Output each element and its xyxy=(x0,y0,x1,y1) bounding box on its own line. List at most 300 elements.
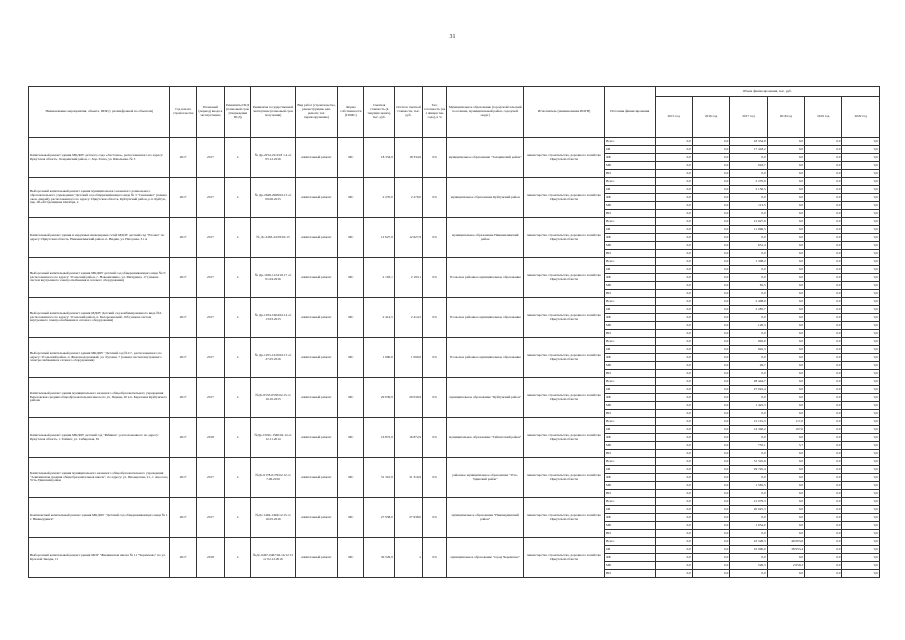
cell-amount: 0,0 xyxy=(655,258,692,266)
cell-remain: 12 627,9 xyxy=(394,218,422,258)
cell-remain: 29 039,9 xyxy=(394,378,422,418)
cell-amount: 0,0 xyxy=(842,434,880,442)
cell-amount: 0,0 xyxy=(805,298,842,306)
cell-amount: 0,0 xyxy=(842,330,880,338)
cell-amount: 0,0 xyxy=(805,266,842,274)
cell-cost: 2 414,5 xyxy=(364,298,394,338)
cell-amount: 0,0 xyxy=(767,322,804,330)
cell-work-type: капитальный ремонт xyxy=(295,218,337,258)
cell-amount: 0,0 xyxy=(692,138,729,146)
cell-amount: 0,0 xyxy=(655,162,692,170)
cell-amount: 0,0 xyxy=(692,402,729,410)
cell-source: ОБ xyxy=(604,426,655,434)
cell-remain: х xyxy=(394,538,422,578)
cell-source: МБ xyxy=(604,202,655,210)
cell-amount: 0,0 xyxy=(730,234,767,242)
cell-amount: 0,0 xyxy=(805,482,842,490)
cell-amount: 0,0 xyxy=(805,226,842,234)
table-body xyxy=(29,138,880,578)
cell-source: Всего xyxy=(604,178,655,186)
cell-readiness: 0% xyxy=(423,418,447,458)
cell-amount: 17 418,2 xyxy=(730,146,767,154)
cell-source: ФБ xyxy=(604,554,655,562)
cell-source: ОБ xyxy=(604,546,655,554)
cell-amount: 0,0 xyxy=(767,522,804,530)
cell-amount: 0,0 xyxy=(692,218,729,226)
cell-amount: 0,0 xyxy=(655,282,692,290)
cell-readiness: 0% xyxy=(423,258,447,298)
cell-amount: 0,0 xyxy=(842,266,880,274)
cell-amount: 0,0 xyxy=(692,154,729,162)
header-municipal: Муниципальное образование (городской/сельский поселение, муниципальный район, городской округ) xyxy=(447,87,524,138)
cell-amount: 0,0 xyxy=(655,514,692,522)
cell-amount: 0,0 xyxy=(767,570,804,578)
header-name: Наименование мероприятия, объекта, ПИР (с расшифровкой по объектам) xyxy=(29,87,170,138)
cell-amount: 0,0 xyxy=(730,530,767,538)
cell-amount: 0,0 xyxy=(842,506,880,514)
cell-amount: 11 996,5 xyxy=(730,226,767,234)
cell-amount: 0,0 xyxy=(842,178,880,186)
cell-amount: 0,0 xyxy=(767,498,804,506)
cell-amount: 0,0 xyxy=(805,210,842,218)
cell-start: 2017 xyxy=(170,418,196,458)
cell-amount: 0,0 xyxy=(655,298,692,306)
cell-amount: 0,0 xyxy=(692,410,729,418)
cell-amount: 0,0 xyxy=(655,234,692,242)
cell-source: ОБ xyxy=(604,506,655,514)
cell-end: 2017 xyxy=(196,298,224,338)
cell-amount: 0,0 xyxy=(730,274,767,282)
cell-amount: 0,0 xyxy=(692,378,729,386)
cell-remain: 16 872,9 xyxy=(394,418,422,458)
cell-amount: 0,0 xyxy=(842,322,880,330)
cell-expert: № Др-2254-22/4/18 1.4 от 05.12.2016 xyxy=(251,138,295,178)
cell-end: 2017 xyxy=(196,138,224,178)
cell-executor: министерство строительства, дорожного хозяйства Иркутской области xyxy=(524,498,605,538)
cell-amount: 0,0 xyxy=(767,258,804,266)
cell-source: МБ xyxy=(604,322,655,330)
cell-source: МБ xyxy=(604,162,655,170)
cell-source: ОБ xyxy=(604,226,655,234)
cell-start: 2017 xyxy=(170,218,196,258)
cell-expert: №Дс-1494-1494/12.15 от 16.05.2016 xyxy=(251,498,295,538)
cell-amount: 0,0 xyxy=(692,346,729,354)
cell-source: ОБ xyxy=(604,266,655,274)
cell-amount: 0,0 xyxy=(842,514,880,522)
cell-amount: 0,0 xyxy=(805,242,842,250)
cell-amount: 0,0 xyxy=(805,234,842,242)
cell-end: 2018 xyxy=(196,418,224,458)
cell-amount: 0,0 xyxy=(655,354,692,362)
cell-amount: 0,0 xyxy=(842,346,880,354)
cell-end: 2018 xyxy=(196,538,224,578)
cell-source: Всего xyxy=(604,298,655,306)
cell-municipal: Усольское районное муниципальное образование xyxy=(447,338,524,378)
cell-amount: 0,0 xyxy=(655,458,692,466)
cell-amount: 0,0 xyxy=(692,450,729,458)
cell-amount: 0,0 xyxy=(655,146,692,154)
cell-amount: 0,0 xyxy=(842,466,880,474)
cell-amount: 0,0 xyxy=(767,450,804,458)
cell-executor: министерство строительства, дорожного хозяйства Иркутской области xyxy=(524,218,605,258)
cell-amount: 0,0 xyxy=(655,506,692,514)
cell-readiness: 0% xyxy=(423,378,447,418)
cell-start: 2017 xyxy=(170,498,196,538)
cell-amount: 0,0 xyxy=(842,250,880,258)
cell-amount: 0,0 xyxy=(692,274,729,282)
cell-executor: министерство строительства, дорожного хозяйства Иркутской области xyxy=(524,338,605,378)
cell-reqs: х xyxy=(225,178,251,218)
cell-amount: 0,0 xyxy=(767,194,804,202)
cell-amount: 0,0 xyxy=(655,322,692,330)
cell-work-type: капитальный ремонт xyxy=(295,178,337,218)
cell-amount: 0,0 xyxy=(805,258,842,266)
table-row xyxy=(29,418,880,426)
table-row xyxy=(29,138,880,146)
cell-amount: 0,0 xyxy=(767,290,804,298)
cell-name: Выборочный капитальный ремонт здания муниципального казенного дошкольного образовательного учреждения "Детский сад общеразвивающего вида № 3 "Снежинка" (замена окон, дверей), расположенного по адресу: Иркутская область, Куйтунский район, р.п. Куйтун, пер. 40-ей Годовщины Октября, 2 xyxy=(29,178,170,218)
cell-work-type: капитальный ремонт xyxy=(295,138,337,178)
cell-amount: 0,0 xyxy=(842,490,880,498)
cell-amount: 0,0 xyxy=(692,386,729,394)
cell-amount: 0,0 xyxy=(692,250,729,258)
cell-amount: 0,0 xyxy=(805,490,842,498)
cell-amount: 0,0 xyxy=(842,194,880,202)
cell-reqs: х xyxy=(225,138,251,178)
table-row xyxy=(29,338,880,346)
cell-amount: 0,0 xyxy=(805,402,842,410)
cell-source: МБ xyxy=(604,522,655,530)
cell-end: 2017 xyxy=(196,458,224,498)
cell-amount: 0,0 xyxy=(692,210,729,218)
cell-amount: 0,0 xyxy=(805,146,842,154)
cell-reqs: х xyxy=(225,338,251,378)
cell-amount: 0,0 xyxy=(805,322,842,330)
cell-readiness: 0% xyxy=(423,458,447,498)
cell-reqs: х xyxy=(225,378,251,418)
cell-amount: 0,0 xyxy=(730,514,767,522)
cell-amount: 0,0 xyxy=(655,394,692,402)
cell-amount: 0,0 xyxy=(842,538,880,546)
table-row xyxy=(29,458,880,466)
cell-amount: 0,0 xyxy=(842,338,880,346)
cell-amount: 0,0 xyxy=(655,442,692,450)
cell-amount: 0,0 xyxy=(655,338,692,346)
header-source: Источник финансирования xyxy=(604,87,655,138)
cell-expert: № Др-1034-1604/02.14 от 13.03.2015 xyxy=(251,298,295,338)
cell-source: МБ xyxy=(604,482,655,490)
cell-amount: 0,0 xyxy=(805,138,842,146)
header-form: Форма собственности (ГОМС) xyxy=(338,87,364,138)
header-year: 2019 год xyxy=(805,97,842,138)
cell-amount: 0,0 xyxy=(692,314,729,322)
cell-amount: 0,0 xyxy=(842,482,880,490)
cell-amount: 0,0 xyxy=(655,186,692,194)
cell-remain: 2 193,1 xyxy=(394,258,422,298)
cell-amount: 0,0 xyxy=(655,490,692,498)
cell-amount: 0,0 xyxy=(767,186,804,194)
cell-work-type: капитальный ремонт xyxy=(295,498,337,538)
cell-amount: 0,0 xyxy=(842,170,880,178)
cell-amount: 10 000,0 xyxy=(730,546,767,554)
cell-amount: 0,0 xyxy=(730,410,767,418)
cell-amount: 120,3 xyxy=(730,322,767,330)
cell-amount: 0,0 xyxy=(692,490,729,498)
cell-amount: 0,0 xyxy=(730,570,767,578)
cell-amount: 0,0 xyxy=(655,482,692,490)
cell-amount: 0,0 xyxy=(767,410,804,418)
cell-form: МС xyxy=(338,418,364,458)
cell-form: МС xyxy=(338,338,364,378)
cell-amount: 0,0 xyxy=(767,170,804,178)
cell-amount: 0,0 xyxy=(805,434,842,442)
cell-amount: 0,0 xyxy=(655,554,692,562)
cell-amount: 2 156,5 xyxy=(730,186,767,194)
cell-name: Капитальный ремонт здания и наружных инженерных сетей МДОУ детский сад "Елочка" по адресу: Иркутская область, Нижнеилимский район, п. Видим, ул. Нагорная, 31 А xyxy=(29,218,170,258)
cell-amount: 31 310,9 xyxy=(730,458,767,466)
cell-end: 2017 xyxy=(196,218,224,258)
cell-amount: 0,0 xyxy=(692,330,729,338)
cell-amount: 0,0 xyxy=(805,386,842,394)
cell-reqs: х xyxy=(225,218,251,258)
cell-amount: 0,0 xyxy=(842,290,880,298)
cell-amount: 0,0 xyxy=(655,410,692,418)
cell-amount: 0,0 xyxy=(692,442,729,450)
cell-amount: 0,0 xyxy=(805,370,842,378)
cell-end: 2017 xyxy=(196,178,224,218)
cell-amount: 526,3 xyxy=(730,562,767,570)
cell-amount: 0,0 xyxy=(842,242,880,250)
cell-amount: 27 022,4 xyxy=(730,386,767,394)
cell-amount: 0,0 xyxy=(692,426,729,434)
header-cost: Сметная стоимость (в текущих ценах), тыс. руб. xyxy=(364,87,394,138)
cell-name: Капитальный ремонт здания муниципального казенного общеобразовательного учреждения "Аляткинская средняя общеобразовательная школа", по адресу: ул. Пионерская, 21, с. Аносово, Усть-Удинский район xyxy=(29,458,170,498)
cell-amount: 0,0 xyxy=(767,482,804,490)
cell-source: ВИ xyxy=(604,490,655,498)
cell-start: 2017 xyxy=(170,458,196,498)
cell-amount: 0,0 xyxy=(805,186,842,194)
cell-amount: 0,0 xyxy=(767,402,804,410)
cell-amount: 15 101,3 xyxy=(730,418,767,426)
cell-source: МБ xyxy=(604,242,655,250)
cell-amount: 0,0 xyxy=(805,410,842,418)
cell-amount: 0,0 xyxy=(767,242,804,250)
cell-expert: № Др-1026-1124/16.17 от 01.04.2016 xyxy=(251,258,295,298)
cell-amount: 0,0 xyxy=(767,506,804,514)
cell-amount: 0,0 xyxy=(730,314,767,322)
cell-amount: 0,0 xyxy=(805,354,842,362)
cell-amount: 0,0 xyxy=(655,450,692,458)
cell-source: ФБ xyxy=(604,354,655,362)
cell-amount: 0,0 xyxy=(805,162,842,170)
cell-amount: 0,0 xyxy=(692,434,729,442)
cell-name: Капитальный ремонт здания муниципального казенного общеобразовательного учреждения Березовская средняя общеобразовательная школа по ул. Первая, 20 в п. Березовка Куйтунского района xyxy=(29,378,170,418)
cell-amount: 0,0 xyxy=(655,530,692,538)
cell-amount: 0,0 xyxy=(842,162,880,170)
cell-amount: 0,0 xyxy=(842,458,880,466)
cell-source: Всего xyxy=(604,258,655,266)
cell-amount: 10 528,3 xyxy=(730,538,767,546)
cell-amount: 0,0 xyxy=(805,562,842,570)
cell-source: ОБ xyxy=(604,306,655,314)
cell-amount: 0,0 xyxy=(730,250,767,258)
cell-expert: №Дс-0535-0550/02.15 от 16.10.2015 xyxy=(251,378,295,418)
cell-source: ОБ xyxy=(604,346,655,354)
cell-amount: 0,0 xyxy=(767,282,804,290)
cell-amount: 0,0 xyxy=(692,282,729,290)
cell-amount: 0,0 xyxy=(842,274,880,282)
cell-cost: 12 627,9 xyxy=(364,218,394,258)
cell-amount: 20 025,3 xyxy=(730,506,767,514)
cell-readiness: 0% xyxy=(423,178,447,218)
header-remain: Остаток сметной стоимости, тыс. руб. xyxy=(394,87,422,138)
cell-amount: 0,0 xyxy=(805,314,842,322)
cell-executor: министерство строительства, дорожного хозяйства Иркутской области xyxy=(524,298,605,338)
cell-amount: 0,0 xyxy=(655,242,692,250)
cell-amount: 0,0 xyxy=(767,266,804,274)
cell-source: ОБ xyxy=(604,146,655,154)
cell-amount: 0,0 xyxy=(692,162,729,170)
cell-amount: 65,5 xyxy=(730,282,767,290)
cell-amount: 1 565,5 xyxy=(730,482,767,490)
cell-amount: 0,0 xyxy=(655,194,692,202)
cell-amount: 0,0 xyxy=(655,538,692,546)
cell-amount: 107,0 xyxy=(767,426,804,434)
cell-source: ФБ xyxy=(604,154,655,162)
cell-amount: 0,0 xyxy=(692,506,729,514)
cell-amount: 0,0 xyxy=(730,210,767,218)
cell-amount: 0,0 xyxy=(805,450,842,458)
cell-amount: 0,0 xyxy=(805,498,842,506)
cell-amount: 0,0 xyxy=(655,218,692,226)
cell-amount: 0,0 xyxy=(692,474,729,482)
cell-amount: 0,0 xyxy=(655,290,692,298)
cell-source: ФБ xyxy=(604,474,655,482)
cell-amount: 0,0 xyxy=(655,202,692,210)
cell-reqs: х xyxy=(225,258,251,298)
cell-amount: 0,0 xyxy=(767,394,804,402)
cell-amount: 0,0 xyxy=(692,290,729,298)
cell-remain: 1 090,6 xyxy=(394,338,422,378)
cell-source: Всего xyxy=(604,338,655,346)
cell-amount: 0,0 xyxy=(692,322,729,330)
cell-amount: 0,0 xyxy=(655,498,692,506)
cell-amount: 0,0 xyxy=(842,298,880,306)
cell-amount: 0,0 xyxy=(730,154,767,162)
cell-amount: 0,0 xyxy=(805,194,842,202)
cell-municipal: муниципальное образование "Тайшетский район" xyxy=(447,418,524,458)
cell-cost: 16 872,9 xyxy=(364,418,394,458)
cell-cost: 2 270,0 xyxy=(364,178,394,218)
cell-cost: 31 310,9 xyxy=(364,458,394,498)
cell-amount: 0,0 xyxy=(692,338,729,346)
cell-amount: 0,0 xyxy=(730,354,767,362)
cell-amount: 0,0 xyxy=(767,490,804,498)
cell-work-type: капитальный ремонт xyxy=(295,258,337,298)
cell-amount: 2 285,7 xyxy=(730,306,767,314)
cell-amount: 0,0 xyxy=(842,202,880,210)
cell-amount: 0,0 xyxy=(767,210,804,218)
cell-amount: 0,0 xyxy=(692,226,729,234)
cell-amount: 0,0 xyxy=(692,258,729,266)
cell-expert: № Др-2648-2968/02.15 от 09.06.2015 xyxy=(251,178,295,218)
cell-amount: 0,0 xyxy=(842,314,880,322)
cell-amount: 0,0 xyxy=(805,202,842,210)
cell-remain: 2 414,5 xyxy=(394,298,422,338)
cell-amount: 1 422,3 xyxy=(730,402,767,410)
cell-amount: 0,0 xyxy=(842,370,880,378)
cell-amount: 0,0 xyxy=(655,402,692,410)
cell-amount: 0,0 xyxy=(805,522,842,530)
cell-amount: 0,0 xyxy=(730,450,767,458)
cell-amount: 46 003,6 xyxy=(767,538,804,546)
cell-form: МС xyxy=(338,218,364,258)
cell-name: Комплексный капитальный ремонт здания МКДОУ "Детский сад общеразвивающего вида № 1 г. Нижнеудинск" xyxy=(29,498,170,538)
cell-municipal: муниципальное образование "город Черемхово" xyxy=(447,538,524,578)
cell-amount: 0,0 xyxy=(655,306,692,314)
cell-amount: 0,0 xyxy=(767,354,804,362)
cell-readiness: 0% xyxy=(423,298,447,338)
cell-amount: 0,0 xyxy=(842,282,880,290)
cell-remain: 27 938,0 xyxy=(394,498,422,538)
cell-amount: 0,0 xyxy=(767,378,804,386)
cell-reqs: х xyxy=(225,298,251,338)
cell-amount: 0,0 xyxy=(842,386,880,394)
cell-amount: 0,0 xyxy=(805,506,842,514)
cell-amount: 0,0 xyxy=(805,282,842,290)
cell-amount: 0,0 xyxy=(767,178,804,186)
header-end: Плановый (период) ввода в эксплуатацию xyxy=(196,87,224,138)
cell-cost: 27 938,0 xyxy=(364,498,394,538)
cell-executor: министерство строительства, дорожного хозяйства Иркутской области xyxy=(524,538,605,578)
cell-form: МС xyxy=(338,178,364,218)
cell-amount: 29 745,4 xyxy=(730,466,767,474)
cell-amount: 0,0 xyxy=(842,546,880,554)
cell-amount: 992,0 xyxy=(730,338,767,346)
cell-amount: 0,0 xyxy=(730,394,767,402)
cell-amount: 0,0 xyxy=(842,146,880,154)
investment-program-table xyxy=(28,86,880,578)
cell-amount: 0,0 xyxy=(692,242,729,250)
cell-name: Выборочный капитальный ремонт здания МОУ "Жилкинская школа № 11 "Черемхово" по ул. Красной Звезды, 11 xyxy=(29,538,170,578)
header-year: 2015 год xyxy=(655,97,692,138)
cell-amount: 0,0 xyxy=(767,338,804,346)
cell-end: 2017 xyxy=(196,378,224,418)
cell-amount: 0,0 xyxy=(692,530,729,538)
cell-expert: №Дс-0467-0467/02.14/12.15 от 02.12.2016 xyxy=(251,538,295,578)
cell-amount: 0,0 xyxy=(805,458,842,466)
cell-start: 2017 xyxy=(170,298,196,338)
cell-executor: министерство строительства, дорожного хозяйства Иркутской области xyxy=(524,258,605,298)
cell-amount: 0,0 xyxy=(842,378,880,386)
cell-amount: 0,0 xyxy=(692,146,729,154)
header-work-type: Вид работ (строительство, реконструкция, кап. ремонт, тех. перевооружение) xyxy=(295,87,337,138)
cell-source: ФБ xyxy=(604,314,655,322)
cell-source: Всего xyxy=(604,458,655,466)
cell-municipal: муниципальное образование Куйтунский район xyxy=(447,178,524,218)
cell-amount: 0,0 xyxy=(692,194,729,202)
cell-amount: 2 408,0 xyxy=(730,298,767,306)
cell-amount: 0,0 xyxy=(842,554,880,562)
cell-source: ВИ xyxy=(604,530,655,538)
cell-amount: 0,0 xyxy=(730,330,767,338)
cell-amount: 0,0 xyxy=(805,538,842,546)
cell-amount: 0,0 xyxy=(692,354,729,362)
cell-amount: 0,0 xyxy=(842,418,880,426)
cell-reqs: х xyxy=(225,538,251,578)
cell-amount: 0,0 xyxy=(805,394,842,402)
cell-amount: 916,7 xyxy=(730,162,767,170)
